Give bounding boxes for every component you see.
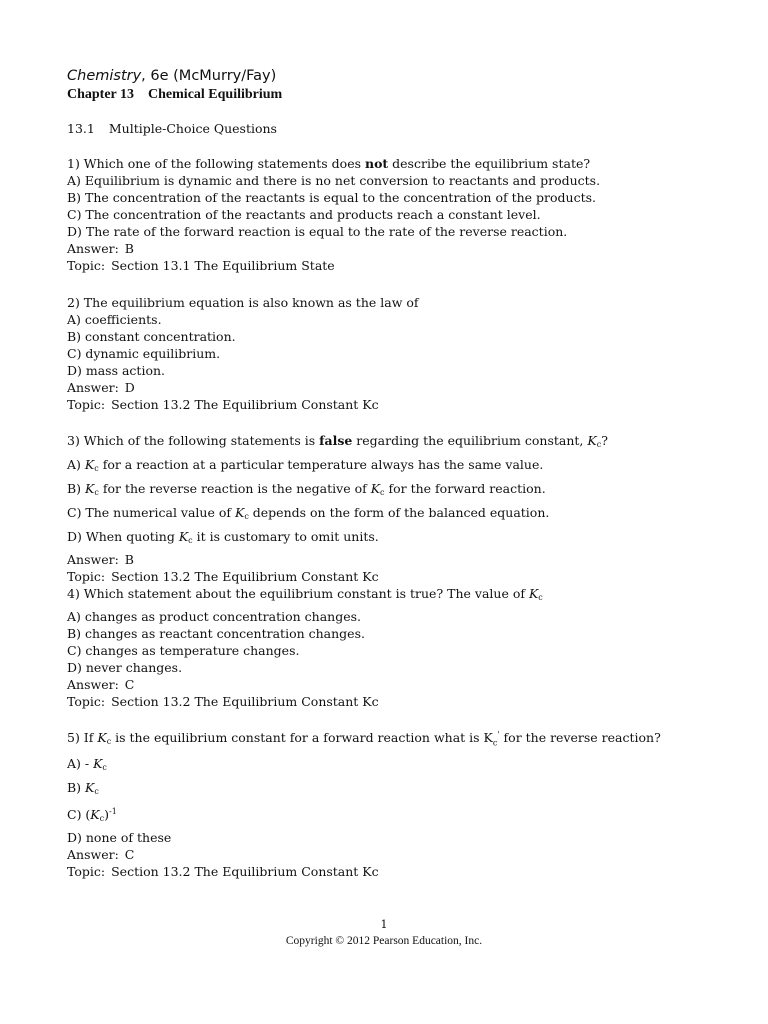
question-5-topic bbox=[67, 863, 757, 880]
question-2-topic-value: Section 13.2 The Equilibrium Constant Kc bbox=[111, 397, 379, 412]
question-3-answer-value: B bbox=[124, 552, 134, 567]
question-3-stem-after: regarding the equilibrium constant, bbox=[352, 433, 588, 448]
question-5 bbox=[67, 725, 757, 880]
question-3-option-c: C) The numerical value of $K_c$ depends on the form of the balanced equation. bbox=[67, 505, 550, 521]
question-3-topic-value: Section 13.2 The Equilibrium Constant Kc bbox=[111, 569, 379, 584]
question-1-stem-bold: not bbox=[364, 156, 389, 171]
question-4-answer bbox=[67, 676, 757, 693]
question-2-answer bbox=[67, 379, 757, 396]
question-1-topic bbox=[67, 257, 757, 274]
kc-symbol: $K_c$ bbox=[85, 481, 99, 497]
kc-symbol: $K_c$ bbox=[587, 433, 602, 449]
question-2 bbox=[67, 294, 757, 413]
question-3-option-a: A) $K_c$ for a reaction at a particular temperature always has the same value. bbox=[67, 457, 544, 473]
question-2-option-a: A) coefficients. bbox=[67, 312, 162, 327]
chapter-heading bbox=[67, 86, 282, 104]
kc-symbol: $K_c$ bbox=[528, 586, 543, 602]
question-3-option-d: D) When quoting $K_c$ it is customary to omit units. bbox=[67, 529, 379, 545]
question-1-answer bbox=[67, 240, 757, 257]
question-1-option-c: C) The concentration of the reactants and products reach a constant level. bbox=[67, 207, 541, 222]
kc-symbol: $K_c$ bbox=[97, 730, 112, 747]
question-3-stem-end: ? bbox=[601, 433, 608, 448]
kc-symbol: $K_c$ bbox=[178, 529, 193, 545]
kc-symbol: $K_c$ bbox=[370, 481, 385, 497]
question-3-stem bbox=[67, 431, 757, 455]
question-1-option-a: A) Equilibrium is dynamic and there is no net conversion to reactants and products. bbox=[67, 173, 601, 188]
question-2-option-b: B) constant concentration. bbox=[67, 329, 236, 344]
answer-label: Answer: bbox=[67, 552, 119, 567]
topic-label: Topic: bbox=[67, 863, 106, 879]
kc-symbol: $K_c$ bbox=[85, 779, 99, 796]
question-4-option-a: A) changes as product concentration changes. bbox=[67, 609, 362, 624]
book-title-rest: , 6e (McMurry/Fay) bbox=[141, 68, 277, 84]
section-number: 13.1 bbox=[67, 121, 95, 136]
chapter-name: Chemical Equilibrium bbox=[148, 87, 283, 102]
question-3-stem-bold: false bbox=[319, 433, 353, 448]
answer-label: Answer: bbox=[67, 846, 119, 862]
question-3-topic bbox=[67, 568, 757, 585]
question-2-stem: 2) The equilibrium equation is also known as the law of bbox=[67, 295, 419, 310]
question-2-option-d: D) mass action. bbox=[67, 363, 166, 378]
question-4-topic-value: Section 13.2 The Equilibrium Constant Kc bbox=[111, 694, 379, 709]
kc-symbol: $K_c$ bbox=[93, 755, 107, 772]
answer-label: Answer: bbox=[67, 241, 119, 256]
question-1-topic-value: Section 13.1 The Equilibrium State bbox=[111, 258, 335, 273]
question-1-stem-before: 1) Which one of the following statements does bbox=[67, 156, 365, 171]
answer-label: Answer: bbox=[67, 380, 119, 395]
question-1-stem-after: describe the equilibrium state? bbox=[388, 156, 591, 171]
topic-label: Topic: bbox=[67, 258, 106, 273]
question-1-answer-value: B bbox=[124, 241, 134, 256]
question-3-option-b: B) $K_c$ for the reverse reaction is the negative of $K_c$ for the forward reaction. bbox=[67, 481, 546, 497]
question-5-option-b: B) $K_c$ bbox=[67, 779, 99, 796]
copyright-notice: Copyright © 2012 Pearson Education, Inc. bbox=[285, 935, 483, 947]
question-5-option-a: $A) - K_c$ bbox=[67, 755, 107, 772]
question-1-option-d: D) The rate of the forward reaction is equal to the rate of the reverse reaction. bbox=[67, 224, 568, 239]
question-3-stem-before: 3) Which of the following statements is bbox=[67, 433, 320, 448]
question-4-option-c: C) changes as temperature changes. bbox=[67, 643, 300, 658]
question-3 bbox=[67, 431, 757, 585]
question-4 bbox=[67, 584, 757, 710]
book-title-italic: Chemistry bbox=[67, 68, 142, 84]
kc-symbol: $K_c$ bbox=[84, 457, 99, 473]
topic-label: Topic: bbox=[67, 569, 106, 584]
question-2-answer-value: D bbox=[124, 380, 135, 395]
question-4-answer-value: C bbox=[124, 677, 135, 692]
question-2-option-c: C) dynamic equilibrium. bbox=[67, 346, 221, 361]
book-title bbox=[67, 66, 276, 86]
question-4-stem: 4) Which statement about the equilibrium constant is true? The value of $K_c$ bbox=[67, 586, 543, 602]
question-5-topic-value: Section 13.2 The Equilibrium Constant Kc bbox=[111, 863, 379, 879]
kc-symbol: $K_c$ bbox=[234, 505, 249, 521]
answer-label: Answer: bbox=[67, 677, 119, 692]
question-5-stem: 5) If $K_c$ is the equilibrium constant for a forward reaction what is $K_c'$ for the reverse reaction? bbox=[67, 730, 661, 748]
question-4-option-d: D) never changes. bbox=[67, 660, 183, 675]
question-5-answer bbox=[67, 846, 757, 863]
section-name: Multiple-Choice Questions bbox=[108, 121, 277, 136]
chapter-number: Chapter 13 bbox=[67, 87, 135, 102]
question-5-option-c: C) $(K_c)^{-1}$ bbox=[67, 806, 117, 823]
question-2-topic bbox=[67, 396, 757, 413]
question-1-option-b: B) The concentration of the reactants is equal to the concentration of the products. bbox=[67, 190, 596, 205]
question-4-option-b: B) changes as reactant concentration changes. bbox=[67, 626, 365, 641]
question-5-option-d: D) none of these bbox=[67, 829, 172, 845]
topic-label: Topic: bbox=[67, 397, 106, 412]
page-number: 1 bbox=[380, 918, 388, 931]
question-1-stem bbox=[67, 155, 757, 172]
question-1 bbox=[67, 155, 757, 274]
kc-symbol: $K_c$ bbox=[90, 806, 105, 823]
question-4-topic bbox=[67, 693, 757, 710]
question-3-answer bbox=[67, 551, 757, 568]
question-5-answer-value: C bbox=[124, 846, 135, 862]
section-heading bbox=[67, 120, 277, 137]
topic-label: Topic: bbox=[67, 694, 106, 709]
